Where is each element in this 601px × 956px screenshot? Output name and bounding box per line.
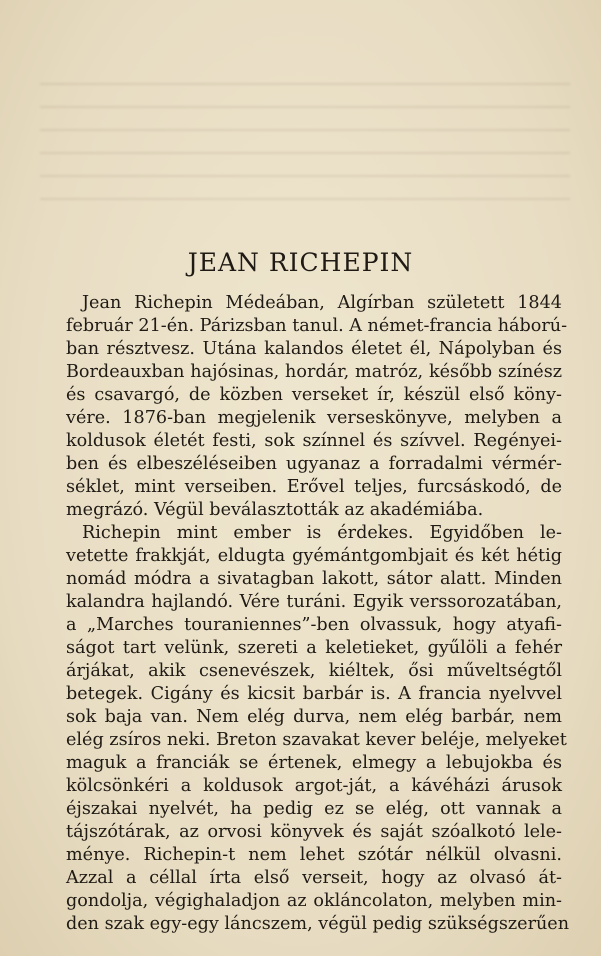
text-line: elég zsíros neki. Breton szavakat kever beléje, melyeket: [66, 730, 567, 750]
text-line: kölcsönkéri a koldusok argot-ját, a kávéházi árusok: [66, 776, 562, 796]
text-line: sok baja van. Nem elég durva, nem elég barbár, nem: [66, 707, 562, 727]
body-text: [66, 292, 570, 936]
text-line: séklet, mint verseiben. Erővel teljes, furcsáskodó, de: [66, 477, 562, 497]
text-line: koldusok életét festi, sok színnel és szívvel. Regényei-: [66, 431, 562, 451]
text-line: február 21-én. Párizsban tanul. A német-francia háború-: [66, 316, 568, 336]
page-title: JEAN RICHEPIN: [187, 248, 414, 277]
text-line: den szak egy-egy láncszem, végül pedig szükségszerűen: [66, 914, 570, 934]
text-line: Bordeauxban hajósinas, hordár, matróz, később színész: [66, 362, 562, 382]
text-line: árjákat, akik csenevészek, kiéltek, ősi műveltségtől: [66, 661, 562, 681]
text-line: éjszakai nyelvét, ha pedig ez se elég, ott vannak a: [66, 799, 562, 819]
text-line: gondolja, végighaladjon az okláncolaton, melyben min-: [66, 891, 562, 911]
text-line: kalandra hajlandó. Vére turáni. Egyik verssorozatában,: [66, 592, 562, 612]
text-line: ságot tart velünk, szereti a keletieket, gyűlöli a fehér: [66, 638, 562, 658]
text-line: nomád módra a sivatagban lakott, sátor alatt. Minden: [66, 569, 562, 589]
text-line: megrázó. Végül beválasztották az akadémiába.: [66, 500, 484, 520]
text-line: a „Marches touraniennes”-ben olvassuk, hogy atyafi-: [66, 615, 562, 635]
text-line: tájszótárak, az orvosi könyvek és saját szóalkotó lele-: [66, 822, 562, 842]
text-line: vetette frakkját, eldugta gyémántgombjait és két hétig: [66, 546, 562, 566]
text-line: Richepin mint ember is érdekes. Egyidőben le-: [82, 523, 562, 543]
bleed-through-text: [40, 70, 570, 200]
text-line: és csavargó, de közben verseket ír, készül első köny-: [66, 385, 562, 405]
text-line: vére. 1876-ban megjelenik verseskönyve, melyben a: [66, 408, 562, 428]
text-line: ben és elbeszéléseiben ugyanaz a forradalmi vérmér-: [66, 454, 562, 474]
text-line: ban résztvesz. Utána kalandos életet él, Nápolyban és: [66, 339, 562, 359]
text-line: betegek. Cigány és kicsit barbár is. A francia nyelvvel: [66, 684, 562, 704]
text-line: ménye. Richepin-t nem lehet szótár nélkül olvasni.: [66, 845, 562, 865]
text-line: Azzal a céllal írta első verseit, hogy az olvasó át-: [66, 868, 562, 888]
text-line: Jean Richepin Médeában, Algírban született 1844: [82, 293, 562, 313]
text-line: maguk a franciák se értenek, elmegy a lebujokba és: [66, 753, 562, 773]
